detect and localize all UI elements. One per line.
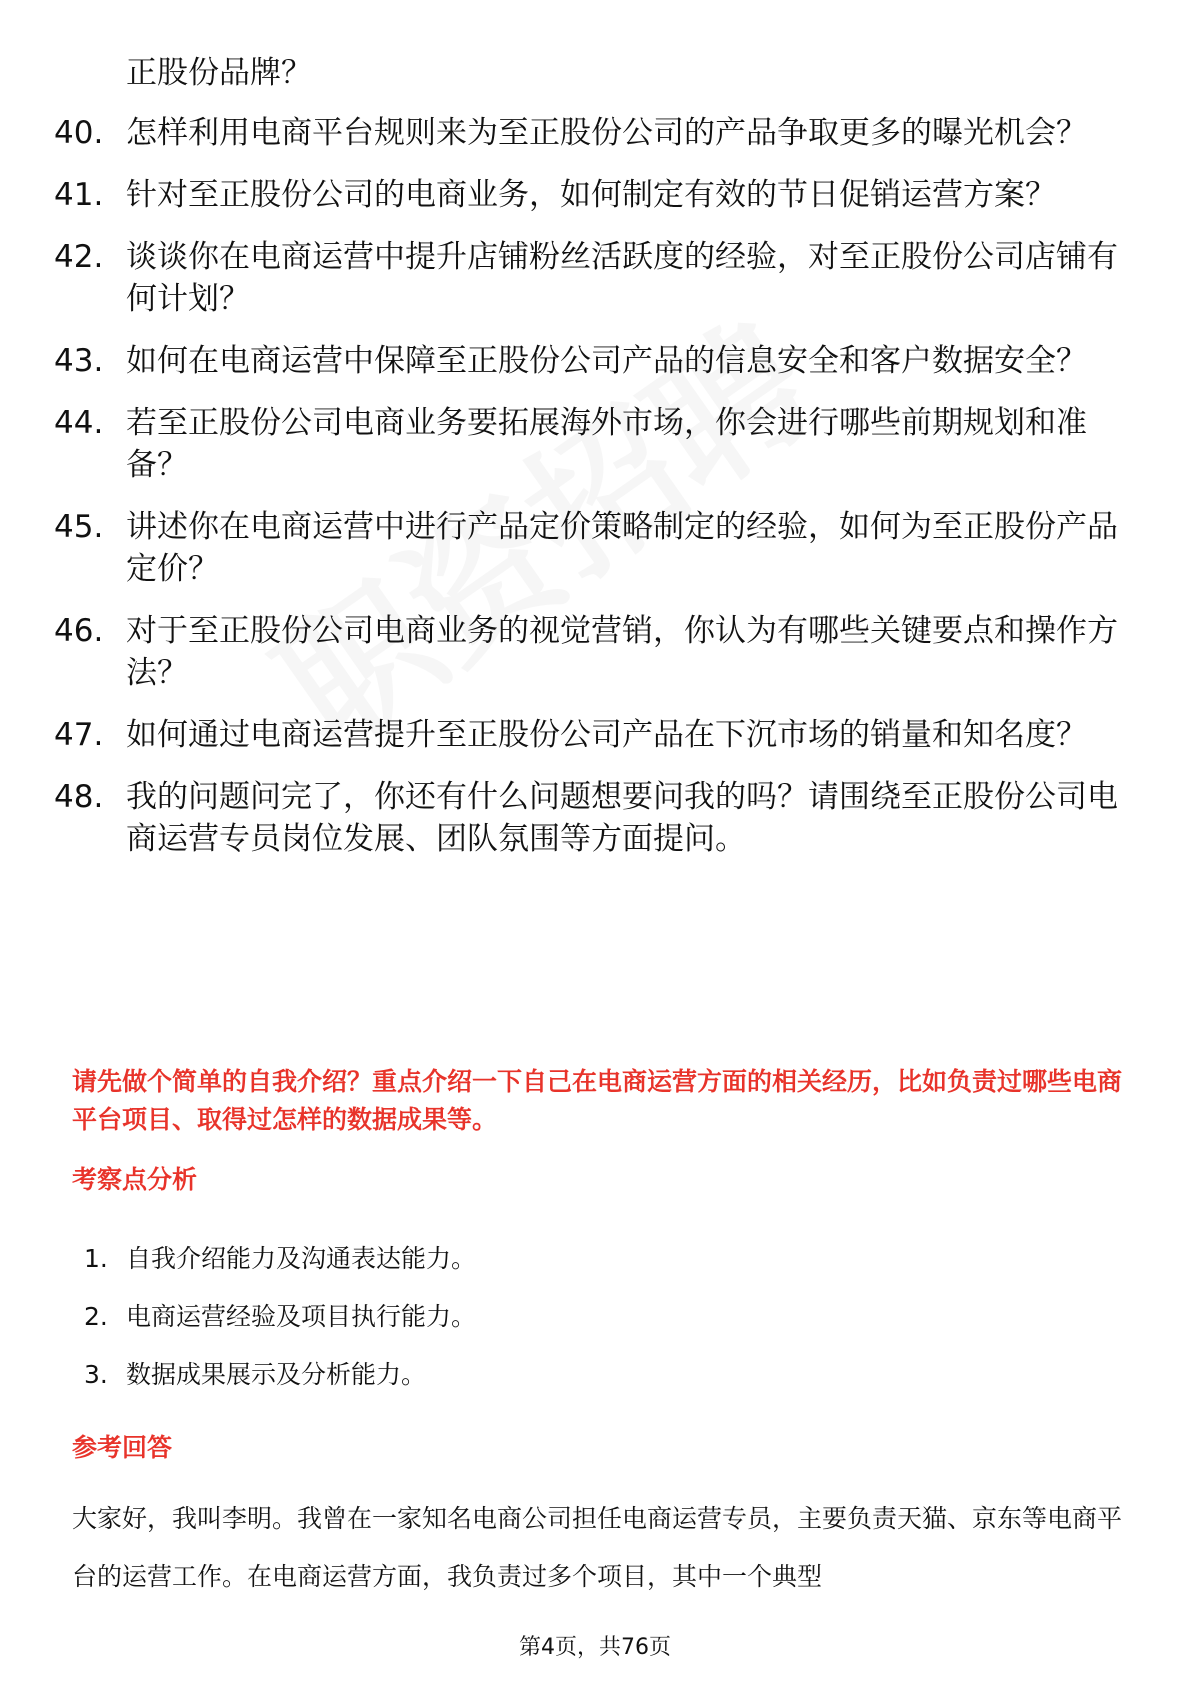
question-text: 针对至正股份公司的电商业务，如何制定有效的节日促销运营方案？ [126,177,1056,213]
question-number: 44. [54,405,104,441]
question-list [54,112,1134,880]
list-item [54,610,1134,694]
question-number: 48. [54,779,104,815]
analysis-heading: 考察点分析 [72,1165,198,1194]
list-item [54,340,1134,382]
list-item [84,1230,476,1288]
point-number: 3. [84,1360,108,1389]
point-number: 1. [84,1244,108,1273]
list-item [54,112,1134,154]
question-number: 42. [54,239,104,275]
question-text: 谈谈你在电商运营中提升店铺粉丝活跃度的经验，对至正股份公司店铺有何计划？ [126,239,1118,317]
list-item [54,506,1134,590]
point-number: 2. [84,1302,108,1331]
list-item [54,402,1134,486]
question-text: 如何通过电商运营提升至正股份公司产品在下沉市场的销量和知名度？ [126,717,1087,753]
question-text: 我的问题问完了，你还有什么问题想要问我的吗？请围绕至正股份公司电商运营专员岗位发展、团队氛围等方面提问。 [126,779,1118,857]
answer-paragraph: 大家好，我叫李明。我曾在一家知名电商公司担任电商运营专员，主要负责天猫、京东等电商平台的运营工作。在电商运营方面，我负责过多个项目，其中一个典型 [72,1504,1123,1591]
reference-heading: 参考回答 [72,1433,173,1462]
question-number: 43. [54,343,104,379]
question-text: 若至正股份公司电商业务要拓展海外市场，你会进行哪些前期规划和准备？ [126,405,1087,483]
question-text: 讲述你在电商运营中进行产品定价策略制定的经验，如何为至正股份产品定价？ [126,509,1118,587]
highlighted-question: 请先做个简单的自我介绍？重点介绍一下自己在电商运营方面的相关经历，比如负责过哪些电商平台项目、取得过怎样的数据成果等。 [72,1067,1123,1134]
analysis-list [84,1230,476,1404]
question-number: 41. [54,177,104,213]
question-number: 45. [54,509,104,545]
list-item [54,776,1134,860]
list-item [54,236,1134,320]
question-text: 对于至正股份公司电商业务的视觉营销，你认为有哪些关键要点和操作方法？ [126,613,1118,691]
list-item [54,174,1134,216]
page-footer: 第4页，共76页 [519,1635,671,1660]
list-item [84,1346,476,1404]
list-item [54,714,1134,756]
question-text: 如何在电商运营中保障至正股份公司产品的信息安全和客户数据安全？ [126,343,1087,379]
point-text: 数据成果展示及分析能力。 [126,1360,427,1389]
question-text: 怎样利用电商平台规则来为至正股份公司的产品争取更多的曝光机会？ [126,115,1087,151]
point-text: 自我介绍能力及沟通表达能力。 [126,1244,477,1273]
point-text: 电商运营经验及项目执行能力。 [126,1302,477,1331]
question-number: 46. [54,613,104,649]
list-item [84,1288,476,1346]
question-number: 40. [54,115,104,151]
continued-question-text: 正股份品牌？ [126,55,312,91]
question-number: 47. [54,717,104,753]
